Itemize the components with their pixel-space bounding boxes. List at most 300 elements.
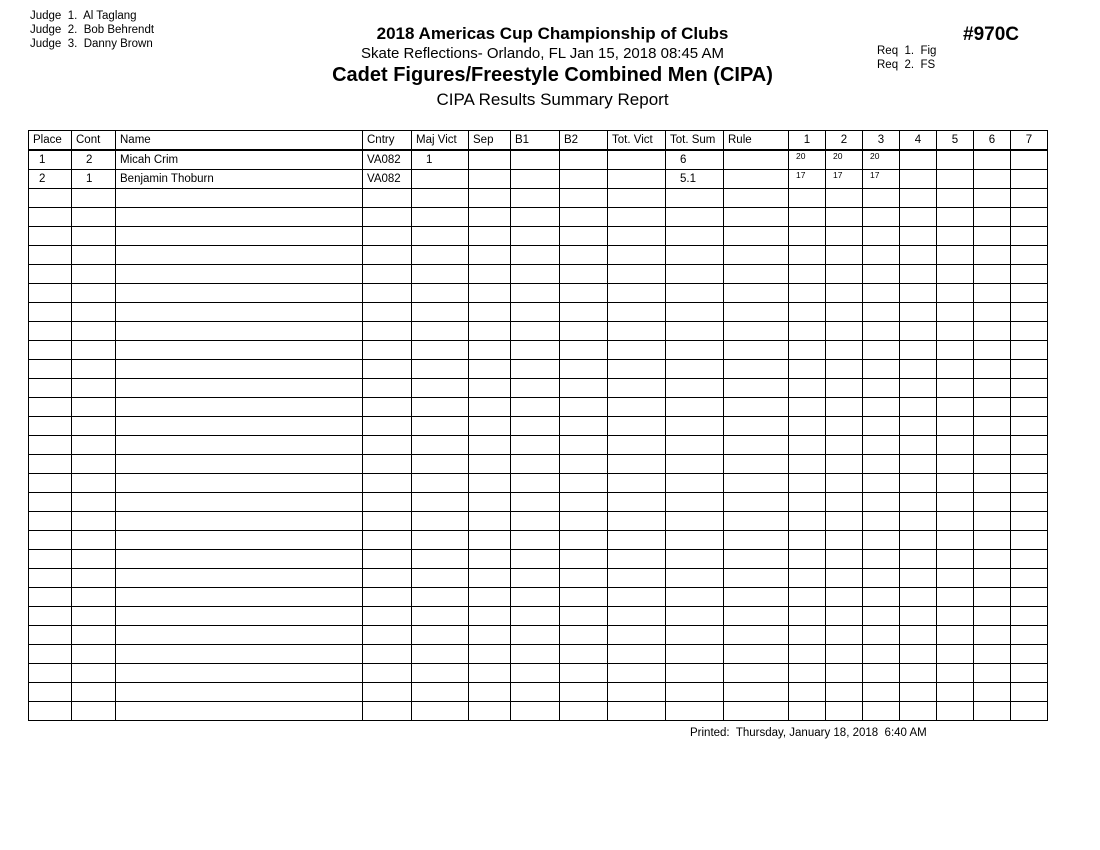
empty-cell xyxy=(560,588,608,607)
empty-cell xyxy=(511,493,560,512)
empty-cell xyxy=(511,265,560,284)
judge-6-score xyxy=(974,150,1011,170)
empty-cell xyxy=(1011,284,1048,303)
empty-cell xyxy=(826,569,863,588)
empty-cell xyxy=(974,512,1011,531)
empty-cell xyxy=(826,474,863,493)
empty-cell xyxy=(1011,208,1048,227)
empty-cell xyxy=(789,360,826,379)
b2-cell xyxy=(560,170,608,189)
empty-cell xyxy=(608,493,666,512)
empty-cell xyxy=(72,303,116,322)
empty-cell xyxy=(560,303,608,322)
empty-cell xyxy=(469,645,511,664)
column-header: Name xyxy=(116,131,363,151)
empty-cell xyxy=(974,474,1011,493)
empty-cell xyxy=(412,702,469,721)
empty-cell xyxy=(724,379,789,398)
table-row xyxy=(29,150,1048,170)
empty-cell xyxy=(72,569,116,588)
empty-row xyxy=(29,531,1048,550)
empty-cell xyxy=(116,360,363,379)
empty-cell xyxy=(974,265,1011,284)
empty-cell xyxy=(29,531,72,550)
empty-cell xyxy=(412,303,469,322)
empty-cell xyxy=(724,550,789,569)
empty-row xyxy=(29,284,1048,303)
empty-cell xyxy=(412,284,469,303)
empty-cell xyxy=(937,398,974,417)
empty-cell xyxy=(826,550,863,569)
empty-cell xyxy=(29,569,72,588)
empty-cell xyxy=(608,360,666,379)
empty-cell xyxy=(974,379,1011,398)
empty-cell xyxy=(666,417,724,436)
empty-cell xyxy=(469,664,511,683)
empty-cell xyxy=(511,683,560,702)
table-row xyxy=(29,170,1048,189)
empty-cell xyxy=(72,322,116,341)
empty-cell xyxy=(412,664,469,683)
empty-cell xyxy=(1011,303,1048,322)
empty-cell xyxy=(363,702,412,721)
empty-cell xyxy=(29,664,72,683)
empty-cell xyxy=(29,474,72,493)
tot-vict-cell xyxy=(608,150,666,170)
empty-cell xyxy=(789,379,826,398)
empty-cell xyxy=(937,683,974,702)
empty-cell xyxy=(560,417,608,436)
empty-cell xyxy=(826,588,863,607)
empty-row xyxy=(29,379,1048,398)
empty-cell xyxy=(363,265,412,284)
empty-cell xyxy=(724,531,789,550)
empty-cell xyxy=(511,531,560,550)
column-header: 7 xyxy=(1011,131,1048,151)
b1-cell xyxy=(511,150,560,170)
empty-cell xyxy=(863,208,900,227)
empty-cell xyxy=(789,189,826,208)
empty-cell xyxy=(469,284,511,303)
empty-cell xyxy=(560,531,608,550)
judge-5-score xyxy=(937,150,974,170)
empty-cell xyxy=(560,322,608,341)
empty-cell xyxy=(826,664,863,683)
empty-cell xyxy=(72,284,116,303)
empty-cell xyxy=(29,512,72,531)
empty-cell xyxy=(724,664,789,683)
empty-cell xyxy=(900,607,937,626)
tot-sum-cell: 5.1 xyxy=(666,170,724,189)
empty-row xyxy=(29,436,1048,455)
empty-cell xyxy=(116,645,363,664)
judge-3-score: 20 xyxy=(863,150,900,170)
empty-cell xyxy=(1011,588,1048,607)
empty-cell xyxy=(608,246,666,265)
empty-cell xyxy=(666,284,724,303)
empty-cell xyxy=(724,588,789,607)
empty-cell xyxy=(863,569,900,588)
judge-5-score xyxy=(937,170,974,189)
empty-cell xyxy=(412,531,469,550)
empty-cell xyxy=(666,683,724,702)
empty-cell xyxy=(900,664,937,683)
empty-row xyxy=(29,398,1048,417)
header-row xyxy=(29,131,1048,151)
empty-cell xyxy=(116,379,363,398)
empty-cell xyxy=(29,626,72,645)
empty-cell xyxy=(560,550,608,569)
empty-cell xyxy=(29,493,72,512)
empty-cell xyxy=(937,664,974,683)
requirement-2: Req 2. FS xyxy=(877,59,936,71)
empty-row xyxy=(29,189,1048,208)
empty-cell xyxy=(469,208,511,227)
empty-cell xyxy=(724,702,789,721)
empty-cell xyxy=(666,626,724,645)
empty-cell xyxy=(789,227,826,246)
judge-1-score: 20 xyxy=(789,150,826,170)
sep-cell xyxy=(469,170,511,189)
empty-cell xyxy=(363,474,412,493)
empty-cell xyxy=(412,588,469,607)
judges-list xyxy=(30,9,154,51)
empty-cell xyxy=(937,208,974,227)
empty-cell xyxy=(789,702,826,721)
empty-cell xyxy=(560,626,608,645)
empty-cell xyxy=(900,227,937,246)
empty-cell xyxy=(469,531,511,550)
empty-cell xyxy=(789,512,826,531)
empty-cell xyxy=(666,246,724,265)
column-header: B1 xyxy=(511,131,560,151)
empty-cell xyxy=(511,379,560,398)
empty-cell xyxy=(826,512,863,531)
empty-cell xyxy=(724,493,789,512)
empty-cell xyxy=(72,436,116,455)
empty-cell xyxy=(412,550,469,569)
empty-cell xyxy=(900,436,937,455)
empty-cell xyxy=(900,474,937,493)
empty-cell xyxy=(72,398,116,417)
empty-cell xyxy=(724,265,789,284)
empty-cell xyxy=(974,303,1011,322)
empty-cell xyxy=(666,702,724,721)
empty-row xyxy=(29,493,1048,512)
empty-cell xyxy=(72,455,116,474)
empty-cell xyxy=(412,626,469,645)
column-header: 4 xyxy=(900,131,937,151)
empty-cell xyxy=(72,417,116,436)
empty-row xyxy=(29,341,1048,360)
empty-cell xyxy=(937,265,974,284)
empty-cell xyxy=(789,398,826,417)
empty-cell xyxy=(511,189,560,208)
empty-cell xyxy=(72,360,116,379)
empty-cell xyxy=(1011,626,1048,645)
empty-cell xyxy=(29,360,72,379)
empty-cell xyxy=(116,626,363,645)
empty-cell xyxy=(900,626,937,645)
empty-cell xyxy=(826,626,863,645)
empty-cell xyxy=(116,398,363,417)
empty-cell xyxy=(29,341,72,360)
empty-cell xyxy=(363,398,412,417)
empty-row xyxy=(29,455,1048,474)
empty-cell xyxy=(72,531,116,550)
empty-cell xyxy=(363,531,412,550)
judge-4-score xyxy=(900,150,937,170)
empty-cell xyxy=(72,493,116,512)
empty-cell xyxy=(974,550,1011,569)
empty-cell xyxy=(863,265,900,284)
empty-cell xyxy=(412,474,469,493)
empty-cell xyxy=(900,322,937,341)
empty-cell xyxy=(789,265,826,284)
empty-cell xyxy=(863,303,900,322)
empty-cell xyxy=(1011,512,1048,531)
empty-cell xyxy=(29,265,72,284)
judge-7-score xyxy=(1011,150,1048,170)
empty-cell xyxy=(72,512,116,531)
judge-7-score xyxy=(1011,170,1048,189)
empty-cell xyxy=(608,455,666,474)
empty-cell xyxy=(116,341,363,360)
judge-4-score xyxy=(900,170,937,189)
empty-cell xyxy=(666,208,724,227)
empty-cell xyxy=(1011,417,1048,436)
empty-cell xyxy=(863,227,900,246)
empty-cell xyxy=(608,398,666,417)
empty-cell xyxy=(116,322,363,341)
empty-cell xyxy=(560,702,608,721)
empty-cell xyxy=(666,227,724,246)
printed-timestamp: Printed: Thursday, January 18, 2018 6:40 AM xyxy=(690,727,927,739)
empty-cell xyxy=(826,284,863,303)
empty-cell xyxy=(666,588,724,607)
empty-cell xyxy=(608,512,666,531)
empty-row xyxy=(29,417,1048,436)
empty-cell xyxy=(469,569,511,588)
empty-cell xyxy=(363,607,412,626)
empty-cell xyxy=(666,664,724,683)
empty-cell xyxy=(1011,265,1048,284)
empty-cell xyxy=(789,322,826,341)
empty-cell xyxy=(29,702,72,721)
empty-cell xyxy=(511,645,560,664)
empty-cell xyxy=(116,702,363,721)
column-header: Maj Vict xyxy=(412,131,469,151)
empty-cell xyxy=(116,455,363,474)
empty-cell xyxy=(900,284,937,303)
empty-cell xyxy=(116,569,363,588)
empty-cell xyxy=(900,208,937,227)
empty-cell xyxy=(116,284,363,303)
empty-cell xyxy=(412,512,469,531)
empty-cell xyxy=(511,360,560,379)
empty-cell xyxy=(412,417,469,436)
empty-cell xyxy=(72,208,116,227)
empty-cell xyxy=(469,265,511,284)
empty-cell xyxy=(29,588,72,607)
empty-row xyxy=(29,607,1048,626)
column-header: Cntry xyxy=(363,131,412,151)
empty-cell xyxy=(863,246,900,265)
empty-cell xyxy=(72,246,116,265)
empty-cell xyxy=(863,417,900,436)
empty-cell xyxy=(560,208,608,227)
empty-cell xyxy=(974,227,1011,246)
empty-cell xyxy=(469,189,511,208)
empty-cell xyxy=(724,436,789,455)
empty-cell xyxy=(1011,550,1048,569)
empty-cell xyxy=(116,607,363,626)
empty-cell xyxy=(608,284,666,303)
empty-cell xyxy=(1011,436,1048,455)
empty-cell xyxy=(937,436,974,455)
empty-cell xyxy=(608,607,666,626)
empty-cell xyxy=(511,417,560,436)
empty-row xyxy=(29,550,1048,569)
empty-cell xyxy=(789,493,826,512)
empty-cell xyxy=(789,455,826,474)
empty-cell xyxy=(116,664,363,683)
empty-cell xyxy=(29,455,72,474)
empty-cell xyxy=(863,702,900,721)
empty-cell xyxy=(666,474,724,493)
empty-cell xyxy=(974,189,1011,208)
empty-cell xyxy=(72,379,116,398)
empty-cell xyxy=(511,607,560,626)
empty-cell xyxy=(789,303,826,322)
empty-cell xyxy=(974,683,1011,702)
empty-row xyxy=(29,265,1048,284)
empty-cell xyxy=(412,569,469,588)
empty-cell xyxy=(469,246,511,265)
empty-cell xyxy=(363,227,412,246)
empty-cell xyxy=(412,645,469,664)
empty-cell xyxy=(900,455,937,474)
empty-cell xyxy=(469,341,511,360)
empty-cell xyxy=(724,246,789,265)
empty-cell xyxy=(789,645,826,664)
empty-cell xyxy=(1011,683,1048,702)
empty-cell xyxy=(116,189,363,208)
empty-cell xyxy=(937,417,974,436)
empty-cell xyxy=(363,683,412,702)
empty-cell xyxy=(900,265,937,284)
empty-cell xyxy=(560,493,608,512)
empty-cell xyxy=(666,303,724,322)
empty-cell xyxy=(666,379,724,398)
empty-cell xyxy=(72,626,116,645)
empty-row xyxy=(29,512,1048,531)
empty-cell xyxy=(608,588,666,607)
empty-cell xyxy=(826,360,863,379)
empty-row xyxy=(29,645,1048,664)
empty-cell xyxy=(469,227,511,246)
empty-cell xyxy=(724,341,789,360)
empty-cell xyxy=(608,208,666,227)
empty-cell xyxy=(1011,493,1048,512)
empty-cell xyxy=(974,588,1011,607)
empty-cell xyxy=(826,208,863,227)
empty-cell xyxy=(974,702,1011,721)
empty-cell xyxy=(789,341,826,360)
empty-cell xyxy=(1011,341,1048,360)
empty-cell xyxy=(511,246,560,265)
empty-cell xyxy=(974,284,1011,303)
empty-row xyxy=(29,474,1048,493)
empty-cell xyxy=(29,398,72,417)
empty-cell xyxy=(789,569,826,588)
empty-cell xyxy=(863,531,900,550)
empty-cell xyxy=(72,607,116,626)
empty-cell xyxy=(724,360,789,379)
empty-cell xyxy=(974,493,1011,512)
empty-cell xyxy=(363,417,412,436)
empty-cell xyxy=(412,607,469,626)
empty-cell xyxy=(826,322,863,341)
empty-cell xyxy=(937,455,974,474)
empty-cell xyxy=(363,493,412,512)
empty-cell xyxy=(469,360,511,379)
empty-cell xyxy=(937,550,974,569)
empty-cell xyxy=(974,417,1011,436)
empty-cell xyxy=(511,341,560,360)
empty-cell xyxy=(900,588,937,607)
empty-cell xyxy=(560,683,608,702)
empty-cell xyxy=(900,512,937,531)
rule-cell xyxy=(724,170,789,189)
column-header: 3 xyxy=(863,131,900,151)
name-cell: Micah Crim xyxy=(116,150,363,170)
cont-cell: 1 xyxy=(72,170,116,189)
rule-cell xyxy=(724,150,789,170)
empty-cell xyxy=(469,474,511,493)
empty-cell xyxy=(826,702,863,721)
empty-cell xyxy=(863,683,900,702)
empty-cell xyxy=(789,531,826,550)
empty-cell xyxy=(1011,322,1048,341)
empty-cell xyxy=(29,284,72,303)
empty-cell xyxy=(1011,664,1048,683)
empty-cell xyxy=(666,645,724,664)
empty-cell xyxy=(826,493,863,512)
empty-cell xyxy=(666,607,724,626)
empty-cell xyxy=(469,455,511,474)
empty-cell xyxy=(608,189,666,208)
empty-cell xyxy=(900,683,937,702)
empty-cell xyxy=(363,360,412,379)
empty-cell xyxy=(937,512,974,531)
judge-6-score xyxy=(974,170,1011,189)
empty-cell xyxy=(1011,474,1048,493)
empty-cell xyxy=(412,341,469,360)
empty-cell xyxy=(608,341,666,360)
empty-cell xyxy=(608,265,666,284)
empty-cell xyxy=(900,493,937,512)
empty-cell xyxy=(863,436,900,455)
empty-cell xyxy=(469,303,511,322)
empty-cell xyxy=(608,569,666,588)
empty-cell xyxy=(560,246,608,265)
column-header: Rule xyxy=(724,131,789,151)
empty-cell xyxy=(29,607,72,626)
empty-cell xyxy=(974,246,1011,265)
empty-cell xyxy=(724,284,789,303)
empty-cell xyxy=(116,246,363,265)
